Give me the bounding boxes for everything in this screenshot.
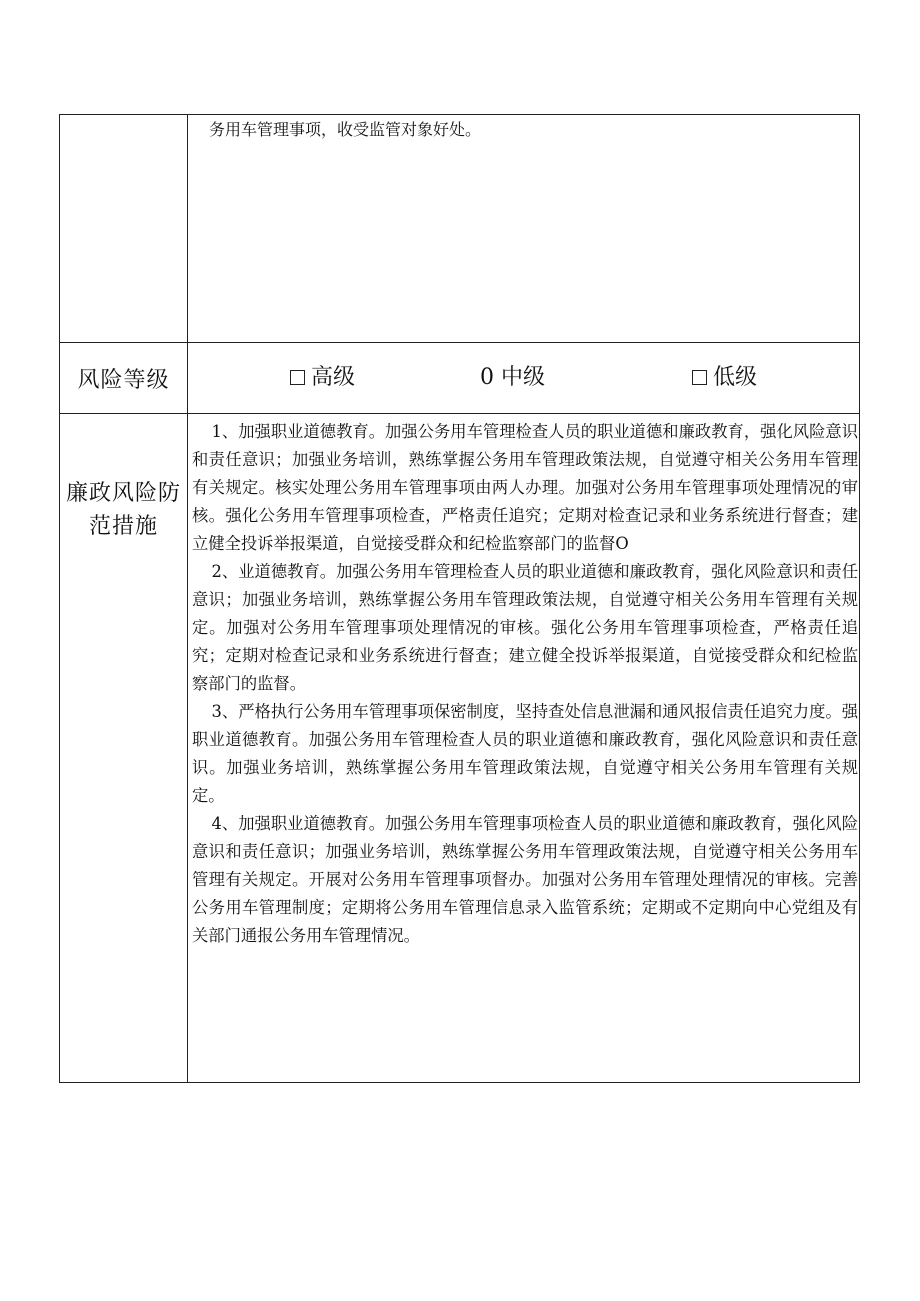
measure-paragraph: 1、加强职业道德教育。加强公务用车管理检查人员的职业道德和廉政教育，强化风险意识和责任意识；加强业务培训，熟练掌握公务用车管理政策法规，自觉遵守相关公务用车管理有关规定。核实处理公务用车管理事项由两人办理。加强对公务用车管理事项处理情况的审核。强化公务用车管理事项检查，严格责任追究；定期对检查记录和业务系统进行督查；建立健全投诉举报渠道，自觉接受群众和纪检监察部门的监督O	[192, 422, 858, 553]
risk-level-label: 风险等级	[60, 343, 188, 413]
risk-level-low	[692, 364, 757, 392]
risk-level-mid-label: 中级	[501, 365, 546, 390]
risk-level-mid	[480, 364, 545, 392]
risk-level-options	[188, 343, 859, 413]
measure-paragraph: 4、加强职业道德教育。加强公务用车管理事项检查人员的职业道德和廉政教育，强化风险意识和责任意识；加强业务培训，熟练掌握公务用车管理政策法规，自觉遵守相关公务用车管理有关规定。开展对公务用车管理事项督办。加强对公务用车管理处理情况的审核。完善公务用车管理制度；定期将公务用车管理信息录入监管系统；定期或不定期向中心党组及有关部门通报公务用车管理情况。	[192, 814, 858, 945]
empty-label-cell	[60, 115, 188, 342]
risk-level-mid-mark: 0	[480, 365, 494, 390]
table-row-risk-level	[60, 342, 859, 413]
table-row-continued	[60, 115, 859, 342]
risk-level-high	[290, 364, 355, 392]
measures-content	[188, 414, 859, 1082]
continued-text: 务用车管理事项，收受监管对象好处。	[209, 120, 482, 139]
checkbox-low-icon	[692, 370, 707, 385]
measure-paragraph: 2、业道德教育。加强公务用车管理检查人员的职业道德和廉政教育，强化风险意识和责任意识；加强业务培训，熟练掌握公务用车管理政策法规，自觉遵守相关公务用车管理有关规定。加强对公务用车管理事项处理情况的审核。强化公务用车管理事项检查，严格责任追究；定期对检查记录和业务系统进行督查；建立健全投诉举报渠道，自觉接受群众和纪检监察部门的监督。	[192, 562, 858, 693]
risk-table	[59, 114, 860, 1083]
measure-paragraph: 3、严格执行公务用车管理事项保密制度，坚持查处信息泄漏和通风报信责任追究力度。强职业道德教育。加强公务用车管理检查人员的职业道德和廉政教育，强化风险意识和责任意识。加强业务培训，熟练掌握公务用车管理政策法规，自觉遵守相关公务用车管理有关规定。	[192, 702, 858, 805]
checkbox-high-icon	[290, 370, 305, 385]
table-row-measures	[60, 413, 859, 1082]
risk-level-high-label: 高级	[311, 365, 356, 390]
measures-label: 廉政风险防范措施	[60, 414, 188, 1082]
risk-level-low-label: 低级	[713, 365, 758, 390]
